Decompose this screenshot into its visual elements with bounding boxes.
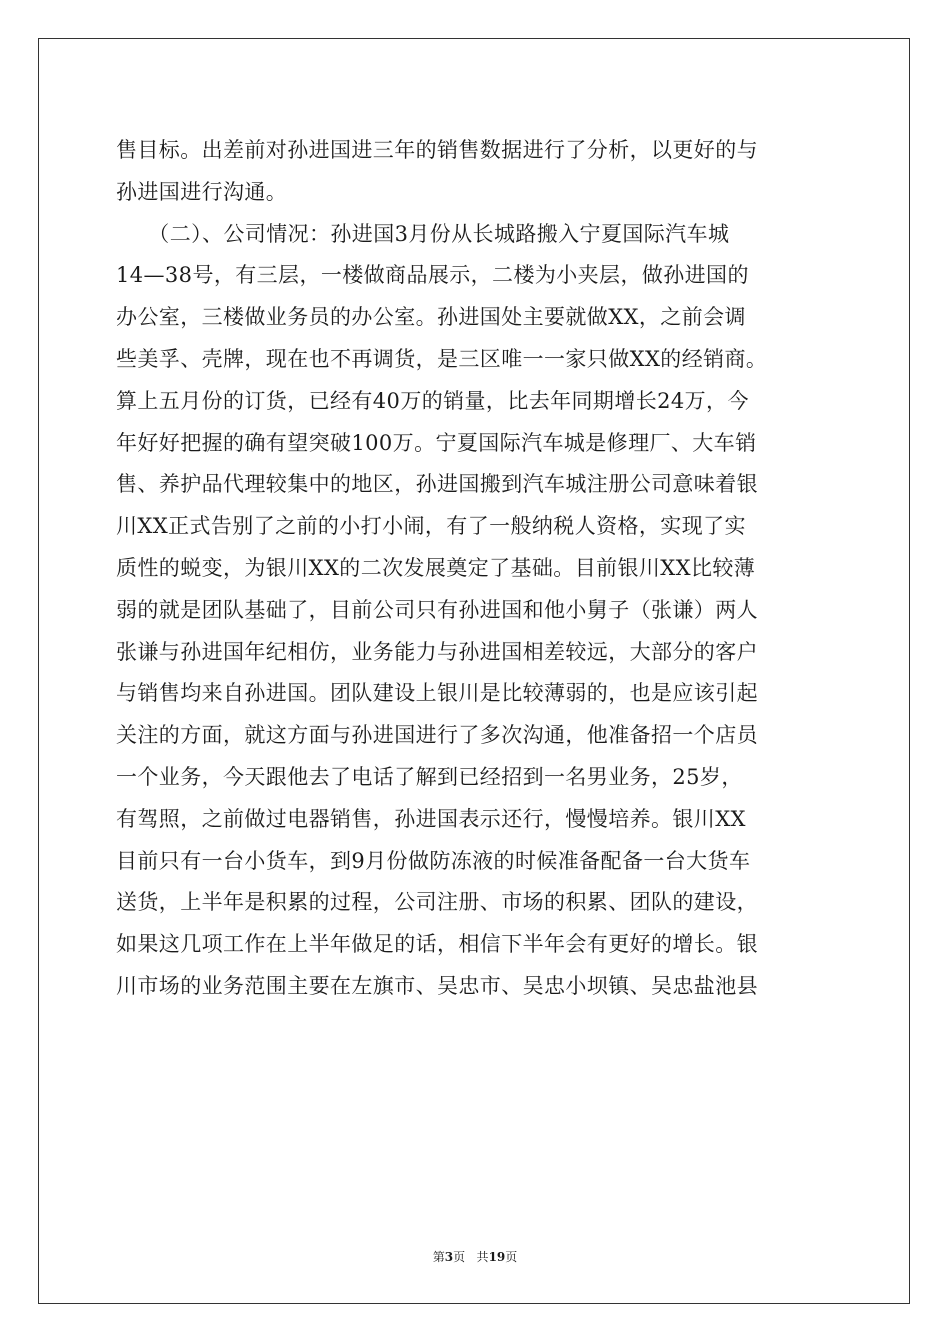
text-line: （二）、公司情况：孙进国3月份从长城路搬入宁夏国际汽车城 [116, 221, 730, 246]
total-suffix: 页 [505, 1250, 518, 1264]
text-line: 孙进国进行沟通。 [116, 179, 288, 204]
text-line: 有驾照，之前做过电器销售，孙进国表示还行，慢慢培养。银川XX [116, 806, 746, 831]
text-line: 弱的就是团队基础了，目前公司只有孙进国和他小舅子（张谦）两人 [116, 597, 758, 622]
text-line: 送货，上半年是积累的过程，公司注册、市场的积累、团队的建设， [116, 890, 758, 915]
page-footer [0, 1248, 950, 1265]
page-current-number: 3 [444, 1250, 454, 1264]
text-line: 目前只有一台小货车，到9月份做防冻液的时候准备配备一台大货车 [116, 848, 751, 873]
text-line: 14—38号，有三层，一楼做商品展示，二楼为小夹层，做孙进国的 [116, 263, 749, 288]
text-line: 些美孚、壳牌，现在也不再调货，是三区唯一一家只做XX的经销商。 [116, 346, 768, 371]
text-line: 一个业务，今天跟他去了电话了解到已经招到一名男业务，25岁， [116, 764, 743, 789]
text-line: 售目标。出差前对孙进国进三年的销售数据进行了分析，以更好的与 [116, 138, 758, 162]
text-line: 川XX正式告别了之前的小打小闹，有了一般纳税人资格，实现了实 [116, 514, 746, 539]
text-line: 如果这几项工作在上半年做足的话，相信下半年会有更好的增长。银 [116, 932, 758, 957]
page-prefix: 第 [432, 1250, 445, 1264]
page-suffix: 页 [453, 1250, 466, 1264]
document-body [116, 130, 834, 1008]
text-line: 售、养护品代理较集中的地区，孙进国搬到汽车城注册公司意味着银 [116, 472, 758, 497]
total-prefix: 共 [476, 1250, 489, 1264]
text-line: 算上五月份的订货，已经有40万的销量，比去年同期增长24万，今 [116, 388, 749, 413]
text-line: 川市场的业务范围主要在左旗市、吴忠市、吴忠小坝镇、吴忠盐池县 [116, 973, 758, 998]
text-line: 年好好把握的确有望突破100万。宁夏国际汽车城是修理厂、大车销 [116, 430, 757, 455]
page-total-number: 19 [488, 1250, 506, 1264]
text-line: 办公室，三楼做业务员的办公室。孙进国处主要就做XX，之前会调 [116, 305, 746, 330]
text-line: 张谦与孙进国年纪相仿，业务能力与孙进国相差较远，大部分的客户 [116, 639, 758, 664]
text-line: 质性的蜕变，为银川XX的二次发展奠定了基础。目前银川XX比较薄 [116, 555, 756, 580]
text-line: 关注的方面，就这方面与孙进国进行了多次沟通，他准备招一个店员 [116, 723, 758, 748]
text-line: 与销售均来自孙进国。团队建设上银川是比较薄弱的，也是应该引起 [116, 681, 758, 706]
